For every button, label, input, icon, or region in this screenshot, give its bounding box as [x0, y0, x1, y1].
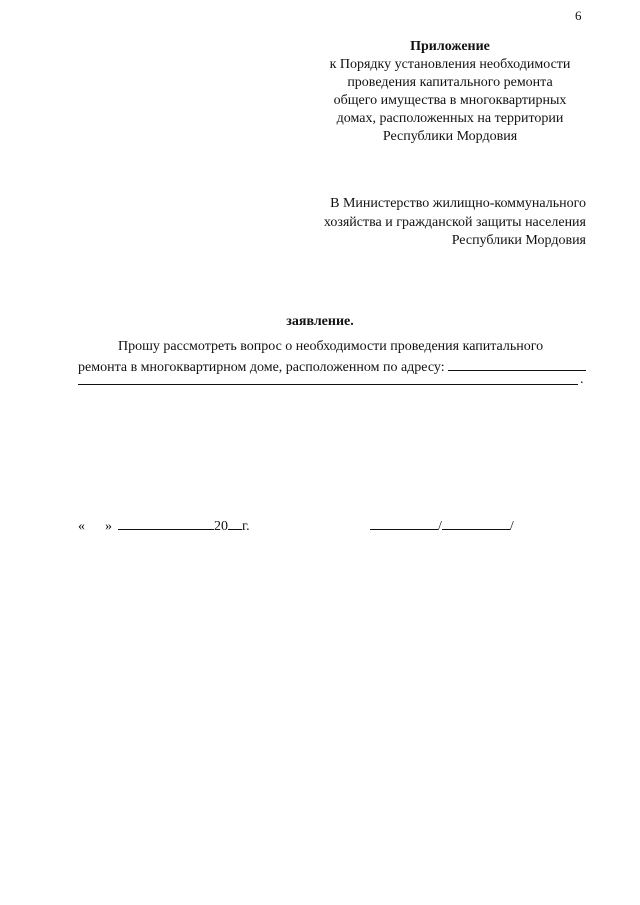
address-field-blank[interactable] — [448, 356, 586, 371]
appendix-line: домах, расположенных на территории — [336, 111, 564, 126]
addressee-block — [250, 195, 586, 251]
date-field — [78, 515, 250, 535]
year-suffix: г. — [242, 519, 250, 534]
signature-separator: / — [438, 519, 442, 534]
year-blank[interactable] — [228, 515, 242, 530]
addressee-line: хозяйства и гражданской защиты населения — [323, 214, 586, 230]
name-blank[interactable] — [442, 515, 510, 530]
appendix-line: Республики Мордовия — [382, 129, 518, 144]
appendix-header — [300, 38, 600, 146]
date-open-quote: « — [78, 519, 85, 534]
appendix-line: к Порядку установления необходимости — [329, 57, 571, 72]
addressee-line: В Министерство жилищно-коммунального — [330, 196, 586, 211]
year-prefix: 20 — [214, 519, 228, 534]
page-number: 6 — [575, 8, 582, 23]
month-blank[interactable] — [118, 515, 214, 530]
statement-line-2 — [78, 356, 586, 377]
addressee-line: Республики Мордовия — [451, 233, 586, 248]
statement-heading: заявление. — [286, 314, 354, 329]
address-end-punct: . — [580, 372, 584, 387]
address-field-line[interactable] — [78, 384, 578, 385]
signature-separator: / — [509, 519, 514, 534]
statement-text: ремонта в многоквартирном доме, расположенном по адресу: — [78, 360, 445, 375]
signature-blank[interactable] — [370, 515, 438, 530]
appendix-line: общего имущества в многоквартирных — [333, 93, 567, 108]
statement-text: Прошу рассмотреть вопрос о необходимости проведения капитального — [118, 339, 544, 354]
signature-field — [370, 515, 514, 535]
appendix-line: проведения капитального ремонта — [347, 75, 553, 90]
statement-body — [78, 337, 586, 377]
statement-line-1 — [78, 337, 586, 356]
date-close-quote: » — [105, 519, 112, 534]
appendix-title: Приложение — [410, 39, 490, 54]
